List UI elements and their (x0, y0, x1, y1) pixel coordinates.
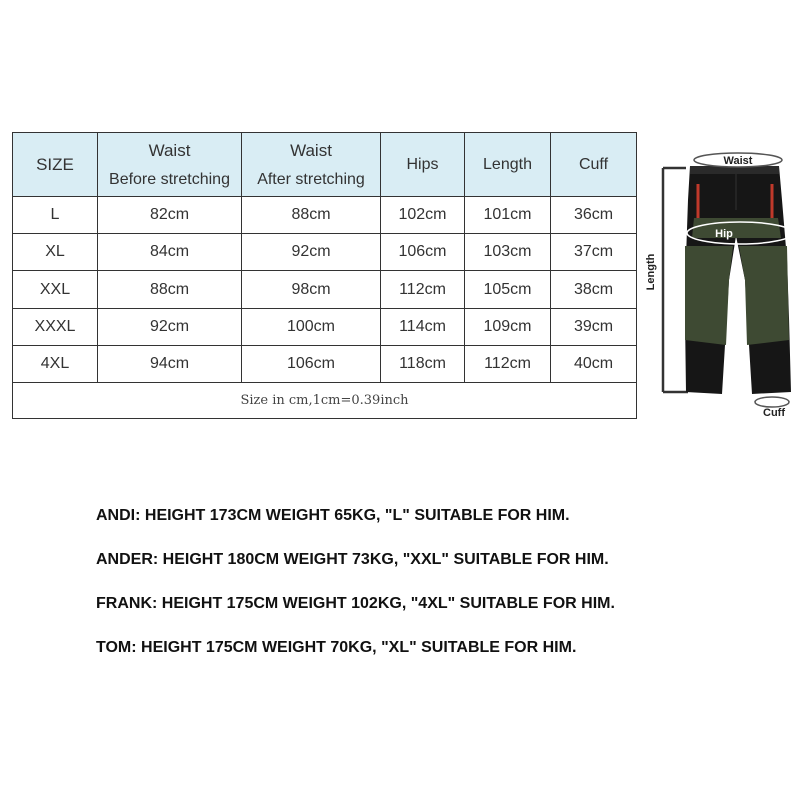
waist-before-cell: 94cm (98, 345, 242, 382)
cuff-cell: 38cm (551, 271, 637, 308)
cuff-marker (755, 397, 789, 407)
waist-after-cell: 106cm (242, 345, 381, 382)
fit-example-ander: ANDER: HEIGHT 180CM WEIGHT 73KG, "XXL" SUITABLE FOR HIM. (96, 551, 609, 568)
fit-example-andi: ANDI: HEIGHT 173CM WEIGHT 65KG, "L" SUITABLE FOR HIM. (96, 507, 570, 524)
table-row (13, 197, 637, 234)
header-waist-after-title: Waist (290, 140, 332, 160)
header-waist-before-sub: Before stretching (109, 170, 230, 188)
header-waist-after-sub: After stretching (257, 170, 365, 188)
table-row (13, 234, 637, 271)
waist-after-cell: 92cm (242, 234, 381, 271)
header-waist-before (98, 133, 242, 197)
pants-knee-panel-left (685, 246, 733, 345)
table-footnote: Size in cm,1cm=0.39inch (13, 382, 637, 418)
length-dimension-line (663, 168, 688, 392)
waist-after-cell: 100cm (242, 308, 381, 345)
length-cell: 101cm (465, 197, 551, 234)
fit-example-tom: TOM: HEIGHT 175CM WEIGHT 70KG, "XL" SUITABLE FOR HIM. (96, 639, 577, 656)
header-size: SIZE (13, 133, 98, 197)
pants-hip-panel (692, 218, 781, 238)
pants-diagram (645, 140, 798, 425)
header-length: Length (465, 133, 551, 197)
length-label: Length (645, 253, 657, 291)
table-footnote-row (13, 382, 637, 418)
header-waist-before-title: Waist (148, 140, 191, 160)
waist-after-cell: 88cm (242, 197, 381, 234)
header-cuff: Cuff (551, 133, 637, 197)
fit-example-frank: FRANK: HEIGHT 175CM WEIGHT 102KG, "4XL" SUITABLE FOR HIM. (96, 595, 615, 612)
size-cell: XXXL (13, 308, 98, 345)
waist-label: Waist (723, 155, 753, 167)
pants-knee-panel-right (739, 246, 789, 345)
hips-cell: 106cm (381, 234, 465, 271)
hips-cell: 102cm (381, 197, 465, 234)
table-row (13, 271, 637, 308)
cuff-label: Cuff (763, 407, 785, 419)
waist-before-cell: 88cm (98, 271, 242, 308)
cuff-cell: 40cm (551, 345, 637, 382)
header-hips: Hips (381, 133, 465, 197)
size-chart-table (12, 132, 637, 419)
table-row (13, 345, 637, 382)
fit-examples-list (96, 506, 615, 682)
waist-before-cell: 84cm (98, 234, 242, 271)
hips-cell: 112cm (381, 271, 465, 308)
waist-before-cell: 92cm (98, 308, 242, 345)
table-header-row (13, 133, 637, 197)
length-cell: 105cm (465, 271, 551, 308)
table-row (13, 308, 637, 345)
size-cell: L (13, 197, 98, 234)
waist-before-cell: 82cm (98, 197, 242, 234)
cuff-cell: 36cm (551, 197, 637, 234)
size-cell: 4XL (13, 345, 98, 382)
cuff-cell: 39cm (551, 308, 637, 345)
cuff-cell: 37cm (551, 234, 637, 271)
size-cell: XL (13, 234, 98, 271)
length-cell: 109cm (465, 308, 551, 345)
hips-cell: 114cm (381, 308, 465, 345)
length-cell: 103cm (465, 234, 551, 271)
hips-cell: 118cm (381, 345, 465, 382)
size-cell: XXL (13, 271, 98, 308)
waist-after-cell: 98cm (242, 271, 381, 308)
length-cell: 112cm (465, 345, 551, 382)
hip-label: Hip (715, 228, 733, 240)
header-waist-after (242, 133, 381, 197)
